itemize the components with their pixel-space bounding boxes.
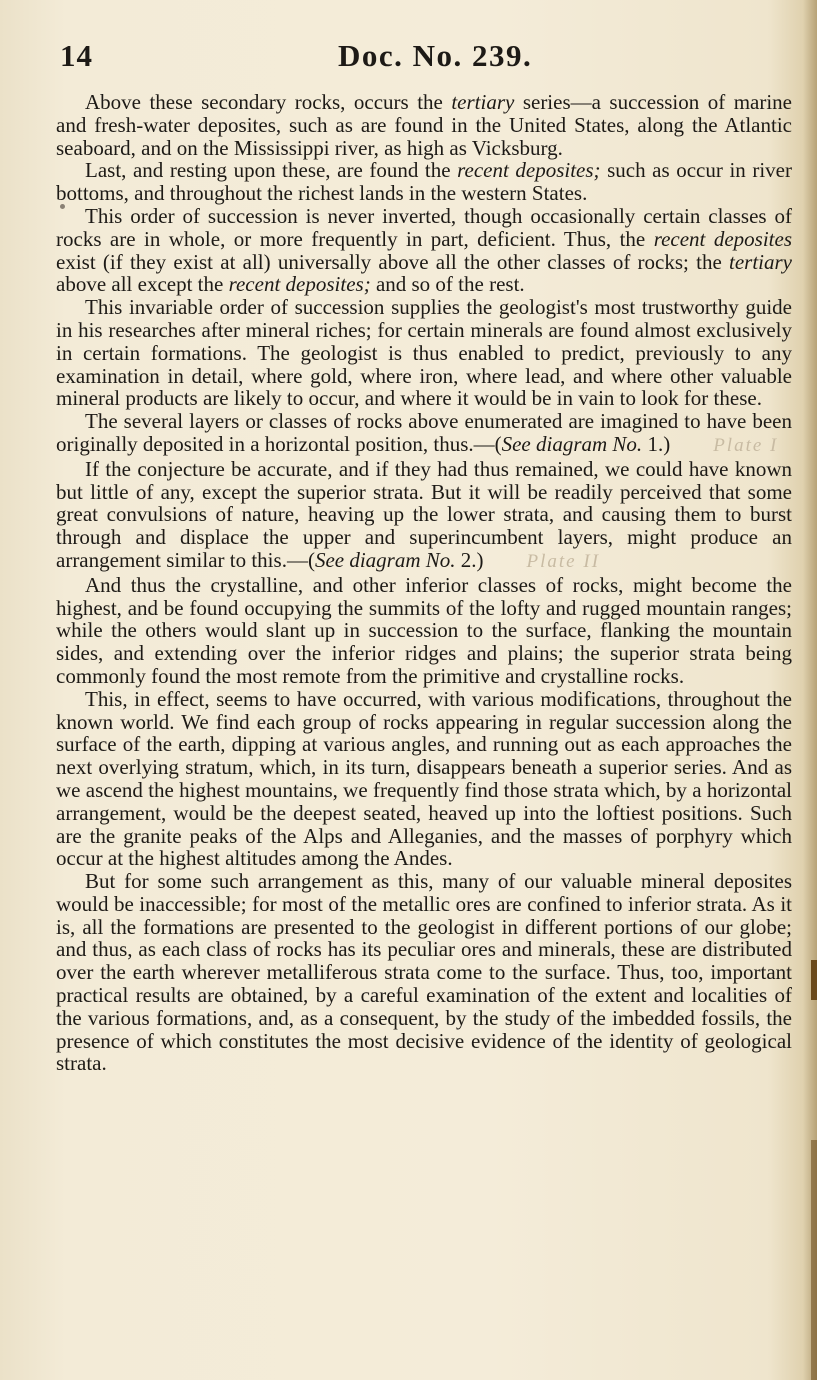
text-run: Last, and resting upon these, are found the (85, 158, 458, 183)
running-header (60, 38, 787, 78)
paragraph (56, 296, 792, 410)
text-run: 2.) (455, 547, 484, 572)
page-edge-stain (811, 960, 817, 1000)
paragraph (56, 688, 792, 870)
italic-text: tertiary (729, 249, 792, 274)
text-run: Above these secondary rocks, occurs the (85, 90, 452, 114)
italic-text: recent deposites; (228, 272, 371, 297)
paragraph (56, 410, 792, 458)
body-text (56, 91, 792, 1075)
text-run: above all except the (56, 272, 229, 297)
text-run: exist (if they exist at all) universally above all the other classes of rocks; the (56, 249, 729, 274)
text-run: This order of succession is never inverted, though occasionally certain classes of rocks are in whole, or more frequently in part, deficient. Thus, the (56, 203, 792, 251)
text-run: series—a succession of marine and fresh-water deposites, such as are found in the United States, along the Atlantic seaboard, and on the Mississippi river, as high as Vicksburg. (56, 90, 793, 160)
paragraph (56, 159, 792, 205)
text-run: 1.) (642, 431, 671, 456)
page-edge-stain (811, 1140, 817, 1380)
italic-text: See diagram No. (501, 431, 643, 456)
pencil-annotation: Plate II (526, 550, 601, 572)
text-run: such as occur in river bottoms, and throughout the richest lands in the western States. (56, 158, 792, 206)
italic-text: See diagram No. (314, 547, 456, 572)
text-run: If the conjecture be accurate, and if they had thus remained, we could have known but little of any, except the superior strata. But it will be readily perceived that some great convulsions of nature, heaving up the lower strata, and causing them to burst through and displace the upper and superincumbent layers, might produce an arrangement similar to this.—( (56, 456, 792, 572)
document-label: Doc. No. 239. (338, 38, 533, 73)
page-number: 14 (60, 38, 93, 73)
pencil-annotation: Plate I (713, 434, 779, 456)
paragraph (56, 574, 792, 688)
paragraph (56, 91, 792, 159)
paragraph (56, 870, 792, 1075)
text-run: And thus the crystalline, and other inferior classes of rocks, might become the highest, and be found occupying the summits of the lofty and rugged mountain ranges; while the others would slant up in succession to the surface, flanking the mountain sides, and extending over the inferior ridges and plains; the superior strata being commonly found the most remote from the primitive and crystalline rocks. (56, 572, 792, 688)
italic-text: tertiary (451, 90, 515, 114)
paragraph (56, 458, 792, 574)
paragraph (56, 205, 792, 296)
text-run: The several layers or classes of rocks above enumerated are imagined to have been originally deposited in a horizontal position, thus.—( (56, 409, 792, 456)
text-run: and so of the rest. (370, 272, 525, 297)
text-run: This, in effect, seems to have occurred, with various modifications, throughout the known world. We find each group of rocks appearing in regular succession along the surface of the earth, dipping at various angles, and running out as each approaches the next overlying stratum, which, in its turn, disappears beneath a superior series. And as we ascend the highest mountains, we frequently find those strata which, by a horizontal arrangement, would be the deepest seated, heaved up into the loftiest positions. Such are the granite peaks of the Alps and Alleganies, and the masses of porphyry which occur at the highest altitudes among the Andes. (56, 686, 792, 871)
italic-text: recent deposites (653, 226, 792, 251)
text-run: But for some such arrangement as this, many of our valuable mineral deposites would be inaccessible; for most of the metallic ores are confined to inferior strata. As it is, all the formations are presented to the geologist in different portions of our globe; and thus, as each class of rocks has its peculiar ores and minerals, these are distributed over the earth wherever metalliferous strata come to the surface. Thus, too, important practical results are obtained, by a careful examination of the extent and localities of the various formations, and, as a consequent, by the study of the imbedded fossils, the presence of which constitutes the most decisive evidence of the identity of geological strata. (56, 869, 792, 1076)
text-run: This invariable order of succession supplies the geologist's most trustworthy guide in his researches after mineral riches; for certain minerals are found almost exclusively in certain formations. The geologist is thus enabled to predict, previously to any examination in detail, where gold, where iron, where lead, and where other valuable mineral products are likely to occur, and where it would be in vain to look for these. (56, 295, 792, 411)
italic-text: recent deposites; (457, 158, 601, 183)
